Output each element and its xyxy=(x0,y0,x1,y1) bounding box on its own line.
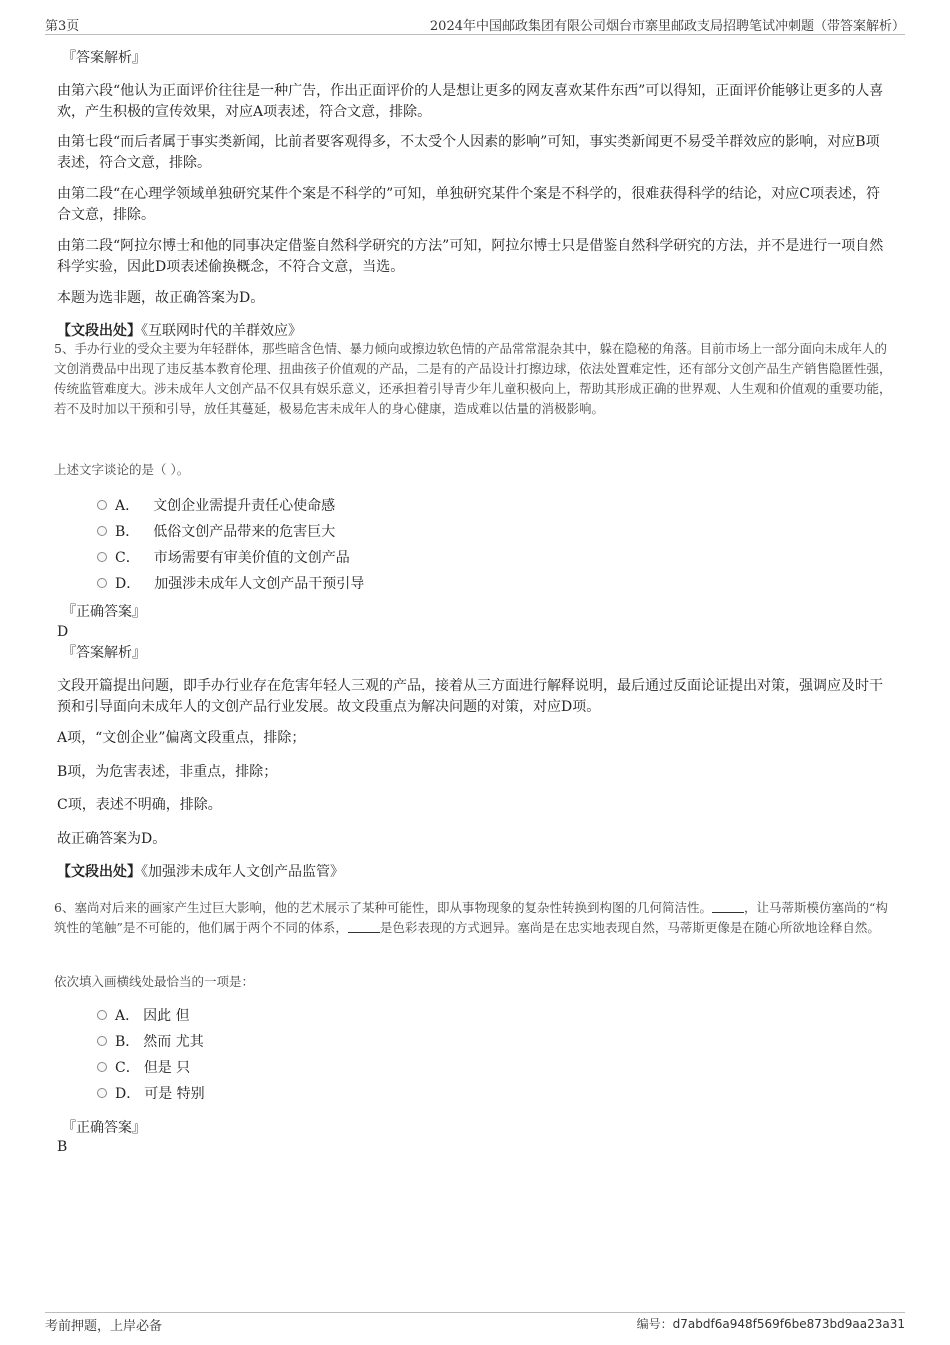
q5-option-d[interactable]: D． 加强涉未成年人文创产品干预引导 xyxy=(97,574,364,594)
q5-analysis-paragraph: 文段开篇提出问题，即手办行业存在危害年轻人三观的产品，接着从三方面进行解释说明，最后通过反面论证提出对策，强调应及时干预和引导面向未成年人的文创产品行业发展。故文段重点为解决问题的对策，对应D项。 xyxy=(57,678,883,715)
page-footer xyxy=(45,1312,905,1333)
q4-analysis-paragraph: 由第二段“在心理学领域单独研究某件个案是不科学的”可知，单独研究某件个案是不科学的，很难获得科学的结论，对应C项表述，符合文意，排除。 xyxy=(57,186,881,223)
radio-button[interactable] xyxy=(97,578,107,588)
footer-slogan: 考前押题，上岸必备 xyxy=(45,1319,163,1334)
radio-button[interactable] xyxy=(97,1010,107,1020)
q5-analysis-paragraph: C项，表述不明确，排除。 xyxy=(57,797,222,813)
q5-option-b[interactable]: B． 低俗文创产品带来的危害巨大 xyxy=(97,522,335,542)
q6-option-a[interactable]: A． 因此 但 xyxy=(97,1006,190,1026)
source-title: 《互联网时代的羊群效应》 xyxy=(141,323,302,339)
q5-analysis-label: 『答案解析』 xyxy=(62,645,146,661)
q4-analysis-paragraph: 由第七段“而后者属于事实类新闻，比前者要客观得多，不太受个人因素的影响”可知，事实类新闻更不易受羊群效应的影响，对应B项表述，符合文意，排除。 xyxy=(57,134,880,171)
q6-question: 依次填入画横线处最恰当的一项是： xyxy=(54,974,255,989)
q6-option-c[interactable]: C． 但是 只 xyxy=(97,1058,190,1078)
document-code xyxy=(637,1315,905,1332)
page-number: 第3页 xyxy=(45,19,80,34)
source-label: 【文段出处】 xyxy=(57,864,141,880)
q5-conclusion: 故正确答案为D。 xyxy=(57,831,167,847)
radio-button[interactable] xyxy=(97,526,107,536)
q4-conclusion: 本题为选非题，故正确答案为D。 xyxy=(57,290,265,306)
code-label: 编号： xyxy=(636,1317,673,1331)
q5-option-c[interactable]: C． 市场需要有审美价值的文创产品 xyxy=(97,548,350,568)
radio-button[interactable] xyxy=(97,500,107,510)
source-label: 【文段出处】 xyxy=(57,323,141,339)
source-title: 《加强涉未成年人文创产品监管》 xyxy=(141,864,344,880)
q5-answer: D xyxy=(57,624,69,640)
q5-question: 上述文字谈论的是（ ）。 xyxy=(54,462,190,477)
q5-answer-label: 『正确答案』 xyxy=(62,604,146,620)
q4-analysis-paragraph: 由第六段“他认为正面评价往往是一种广告，作出正面评价的人是想让更多的网友喜欢某件东西”可以得知，正面评价能够让更多的人喜欢，产生积极的宣传效果，对应A项表述，符合文意，排除。 xyxy=(57,83,884,120)
q6-option-d[interactable]: D． 可是 特别 xyxy=(97,1084,205,1104)
fill-blank xyxy=(712,900,744,913)
page-header xyxy=(45,14,905,35)
fill-blank xyxy=(348,920,380,933)
q5-stem: 5、手办行业的受众主要为年轻群体，那些暗含色情、暴力倾向或擦边软色情的产品常常混杂其中，躲在隐秘的角落。目前市场上一部分面向未成年人的文创消费品中出现了违反基本教育伦理、扭曲孩子价值观的产品，二是有的产品设计打擦边球，依法处置难定性，还有部分文创产品生产销售隐匿性强，传统监管难度大。涉未成年人文创产品不仅具有娱乐意义，还承担着引导青少年儿童积极向上，帮助其形成正确的世界观、人生观和价值观的重要功能，若不及时加以干预和引导，放任其蔓延，极易危害未成年人的身心健康，造成难以估量的消极影响。 xyxy=(54,341,892,416)
q5-analysis-paragraph: A项，“文创企业”偏离文段重点，排除； xyxy=(57,730,306,746)
q4-analysis-paragraph: 由第二段“阿拉尔博士和他的同事决定借鉴自然科学研究的方法”可知，阿拉尔博士只是借鉴自然科学研究的方法，并不是进行一项自然科学实验，因此D项表述偷换概念，不符合文意，当选。 xyxy=(57,238,884,275)
q5-option-a[interactable]: A． 文创企业需提升责任心使命感 xyxy=(97,496,335,516)
radio-button[interactable] xyxy=(97,1036,107,1046)
q4-analysis-label: 『答案解析』 xyxy=(62,50,146,66)
q6-answer: B xyxy=(57,1139,68,1155)
radio-button[interactable] xyxy=(97,1088,107,1098)
q6-stem: 6、塞尚对后来的画家产生过巨大影响，他的艺术展示了某种可能性，即从事物现象的复杂性转换到构图的几何简洁性。 ，让马蒂斯模仿塞尚的“构筑性的笔触”是不可能的，他们属于两个不同的体系， 是色彩表现的方式迥异。塞尚是在忠实地表现自然，马蒂斯更像是在随心所欲地诠释自然。 xyxy=(54,900,888,935)
q6-answer-label: 『正确答案』 xyxy=(62,1120,146,1136)
radio-button[interactable] xyxy=(97,552,107,562)
document-title: 2024年中国邮政集团有限公司烟台市寨里邮政支局招聘笔试冲刺题（带答案解析） xyxy=(429,19,905,34)
q5-source xyxy=(57,862,892,883)
radio-button[interactable] xyxy=(97,1062,107,1072)
q5-analysis-paragraph: B项，为危害表述，非重点，排除； xyxy=(57,764,278,780)
q6-option-b[interactable]: B． 然而 尤其 xyxy=(97,1032,204,1052)
code-value: d7abdf6a948f569f6be873bd9aa23a31 xyxy=(672,1317,905,1331)
